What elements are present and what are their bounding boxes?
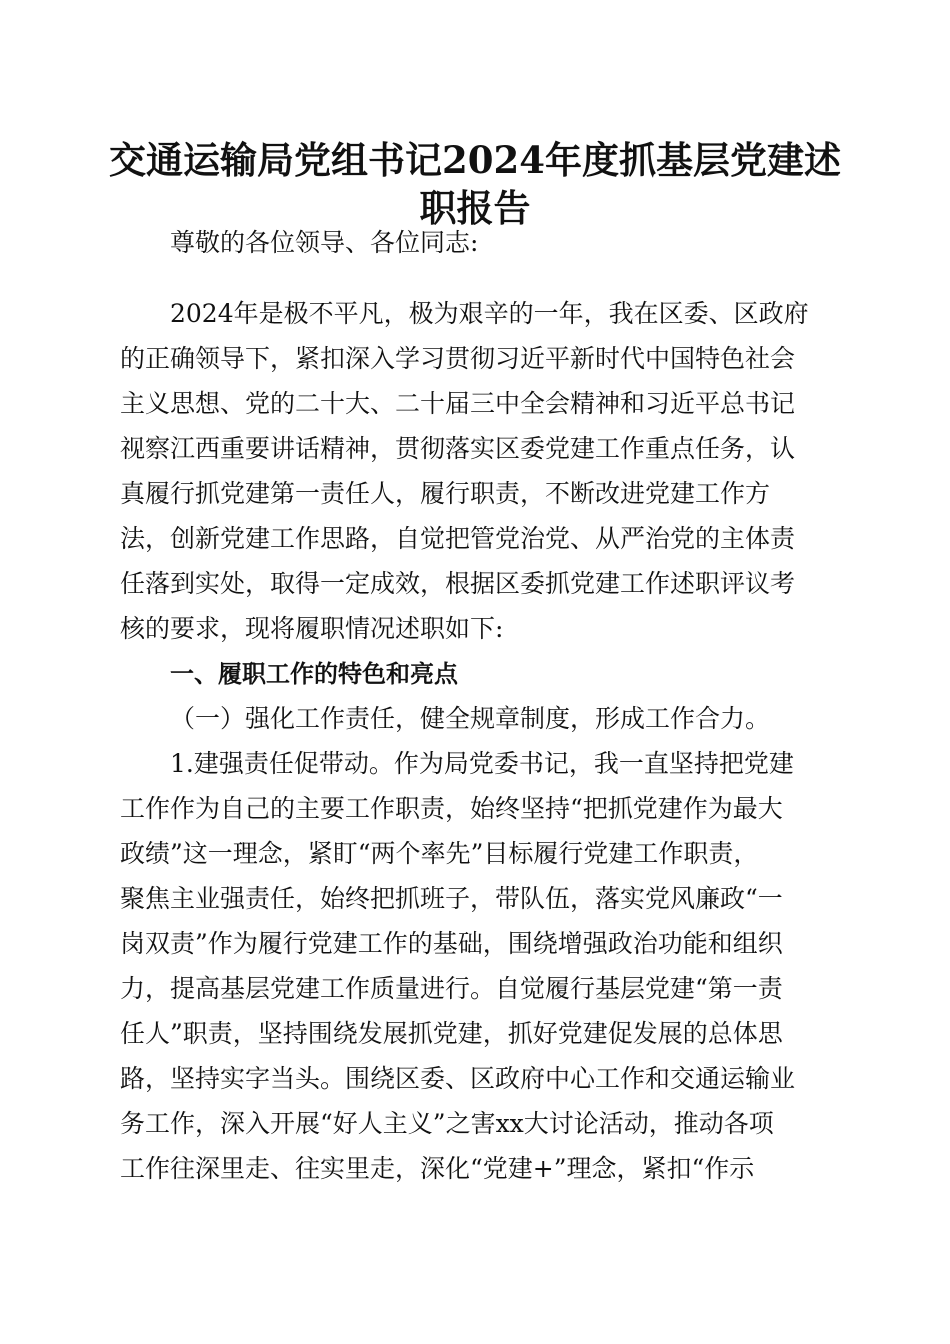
paragraph-line: 政绩”这一理念，紧盯“两个率先”目标履行党建工作职责， <box>120 839 759 868</box>
paragraph-line: 2024年是极不平凡，极为艰辛的一年，我在区委、区政府 <box>170 299 809 328</box>
paragraph-line: 工作作为自己的主要工作职责，始终坚持“把抓党建作为最大 <box>120 794 783 823</box>
paragraph-line: 任落到实处，取得一定成效，根据区委抓党建工作述职评议考 <box>120 569 796 598</box>
paragraph-line: 路，坚持实字当头。围绕区委、区政府中心工作和交通运输业 <box>120 1064 796 1093</box>
paragraph-line: 力，提高基层党建工作质量进行。自觉履行基层党建“第一责 <box>120 974 783 1003</box>
document-title-line-1: 交通运输局党组书记2024年度抓基层党建述 <box>109 138 841 182</box>
section-heading: 一、履职工作的特色和亮点 <box>170 660 458 688</box>
paragraph-line: 岗双责”作为履行党建工作的基础，围绕增强政治功能和组织 <box>120 929 783 958</box>
paragraph-line: 任人”职责，坚持围绕发展抓党建，抓好党建促发展的总体思 <box>120 1019 783 1048</box>
paragraph-line: 务工作，深入开展“好人主义”之害xx大讨论活动，推动各项 <box>120 1109 774 1138</box>
paragraph-line: 工作往深里走、往实里走，深化“党建+”理念，紧扣“作示 <box>120 1154 755 1183</box>
salutation: 尊敬的各位领导、各位同志: <box>170 228 479 257</box>
paragraph-line: 主义思想、党的二十大、二十届三中全会精神和习近平总书记 <box>120 389 796 418</box>
paragraph-line: 的正确领导下，紧扣深入学习贯彻习近平新时代中国特色社会 <box>120 344 796 373</box>
paragraph-line: 1.建强责任促带动。作为局党委书记，我一直坚持把党建 <box>170 749 794 778</box>
subsection-heading: （一）强化工作责任，健全规章制度，形成工作合力。 <box>170 704 771 733</box>
document-title-line-2: 职报告 <box>419 186 531 230</box>
paragraph-line: 视察江西重要讲话精神，贯彻落实区委党建工作重点任务，认 <box>120 434 796 463</box>
paragraph-line: 法，创新党建工作思路，自觉把管党治党、从严治党的主体责 <box>120 524 796 553</box>
paragraph-line: 核的要求，现将履职情况述职如下: <box>120 614 504 643</box>
paragraph-line: 聚焦主业强责任，始终把抓班子，带队伍，落实党风廉政“一 <box>120 884 783 913</box>
paragraph-line: 真履行抓党建第一责任人，履行职责，不断改进党建工作方 <box>120 479 771 508</box>
